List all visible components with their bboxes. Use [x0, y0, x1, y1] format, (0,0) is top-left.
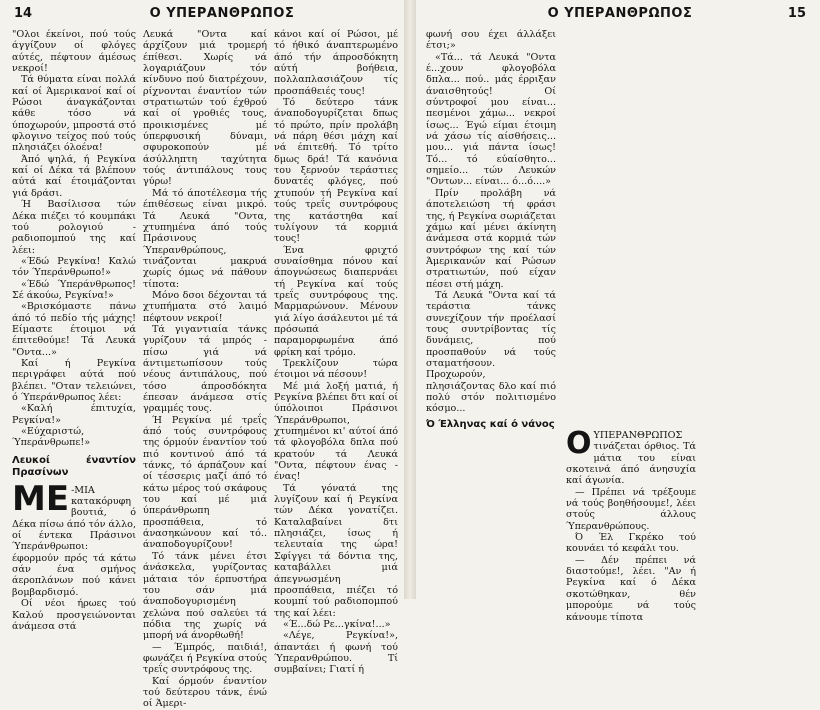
paragraph: Τά γιγαντιαία τάνκς γυρίζουν τά μπρός - πίσω γιά νά άντιμετωπίσουν τούς νέους άντιπάλους, πού τόσο άπροσδόκητα έπεσαν άνάμεσα στίς γραμμές τους. [143, 323, 267, 415]
paragraph: Τά θύματα είναι πολλά καί οί Άμερικανοί καί οί Ρώσοι άναγκάζονται κάθε τόσο νά ύποχωρούν, μπροστά στό φλογινο τείχος πού τούς πλησιάζει όλοένα! [12, 74, 136, 154]
right-page-header [430, 6, 808, 26]
paragraph-with-drop-cap [566, 426, 696, 487]
paragraph-text: -ΜΙΑ κατακόρυφη βουτιά, ό Δέκα πίσω άπό τόν άλλο, οί έντεκα Πράσινοι Ύπεράνθρωποι: έφορμούν πρός τά κάτω σάν ένα σμήνος άεροπλάνων πού κάνει βομβαρδισμό. [12, 484, 136, 598]
paragraph: Μά τό άποτέλεσμα τής έπιθέσεως είναι μικρό. Τά Λευκά "Οντα, χτυπημένα άπό τούς Πράσινους Ύπερανθρώπους, τινάζονται μακρυά χωρίς όμως νά πάθουν τίποτα: [143, 187, 267, 290]
paragraph: "Ολοι έκείνοι, πού τούς άγγίζουν οί φλόγες αύτές, πέφτουν άμέσως νεκροί! [12, 29, 136, 75]
paragraph: «Έδώ Ρεγκίνα! Καλώ τόν Ύπεράνθρωπο!» [12, 255, 136, 279]
right-page [416, 0, 820, 623]
paragraph: Καί ή Ρεγκίνα περιγράφει αύτά πού βλέπει. "Οταν τελειώνει, ό Ύπεράνθρωπος λέει: [12, 357, 136, 403]
section-heading: Ό Έλληνας καί ό νάνος [426, 418, 555, 430]
paragraph: φωνή σου έχει άλλάξει έτσι;» [426, 29, 556, 52]
page-gutter [404, 0, 416, 599]
paragraph: Τό τάνκ μένει έτσι άνάσκελα, γυρίζοντας μάταια τόν έρπυστήρα του σάν μιά άναποδογυρισμένη χελώνα πού σαλεύει τά πόδια της χωρίς νά μπορή νά άνορθωθή! [143, 550, 267, 642]
paragraph: Μόνο δσοι δέχονται τά χτυπήματα στό λαιμό πέφτουν νεκροί! [143, 289, 267, 324]
paragraph: — Δέν πρέπει νά διαστούμε!, λέει. "Αν ή Ρεγκίνα καί ό Δέκα σκοτώθηκαν, θέν μπορούμε νά τούς κάνουμε τίποτα [566, 554, 696, 623]
paragraph: — Πρέπει νά τρέξουμε νά τούς βοηθήσουμε!, λέει στούς άλλους Ύπερανθρώπους. [566, 486, 696, 532]
paragraph: «Λέγε, Ρεγκίνα!», άπαντάει ή φωνή τού Ύπερανθρώπου. Τί συμβαίνει; Γιατί ή [274, 630, 398, 676]
paragraph: κάνοι καί οί Ρώσοι, μέ τό ήθικό άναπτερωμένο άπό τήν άπροσδόκητη αύτή βοήθεια, πολλαπλασιάζουν τίς προσπάθειές τους! [274, 29, 398, 97]
paragraph: Μέ μιά λοξή ματιά, ή Ρεγκίνα βλέπει δτι καί οί ύπόλοιποι Πράσινοι Ύπεράνθρωποι, χτυπημένοι κι' αύτοί άπό τά φλογοβόλα δπλα πού κρατούν τά Λευκά "Οντα, πέφτουν ένας - ένας! [274, 380, 398, 483]
paragraph: Οί νέοι ήρωες τού Καλού προσγειώνονται άνάμεσα στά [12, 598, 136, 632]
left-column-1 [12, 29, 136, 632]
right-column-1 [426, 29, 556, 435]
paragraph: «Καλή έπιτυχία, Ρεγκίνα!» [12, 403, 136, 426]
paragraph: «Βρισκόμαστε πάνω άπό τό πεδίο τής μάχης! Είμαστε έτοιμοι νά έπιτεθούμε! Τά Λευκά "Οντα...» [12, 301, 136, 358]
running-title: Ο ΥΠΕΡΑΝΘΡΩΠΟΣ [149, 6, 295, 21]
page-number: 14 [14, 6, 33, 21]
paragraph: «Έ...δώ Ρε...γκίνα!...» [283, 618, 391, 630]
drop-cap: Ο [566, 426, 592, 461]
paragraph: Τά Λευκά "Οντα καί τά τεράστια τάνκς συνεχίζουν τήν προέλασί τους συντρίβοντας τίς δυνάμεις, πού προσπαθούν νά τούς σταματήσουν. Προχωρούν, πλησιάζοντας δλο καί πιό πολύ στόν πολιτισμένο κόσμο... [426, 289, 556, 415]
left-column-2 [143, 29, 267, 710]
paragraph: Πρίν προλάβη νά άποτελειώση τή φράσι της, ή Ρεγκίνα σωριάζεται χάμω καί μένει άκίνητη άνάμεσα στά κορμιά τών συντρόφων της καί τών Άμερικανών καί Ρώσων στρατιωτών, πού είχαν πέσει στή μάχη. [426, 187, 556, 290]
running-title: Ο ΥΠΕΡΑΝΘΡΩΠΟΣ [547, 6, 693, 21]
paragraph: Ή Βασίλισσα τών Δέκα πιέζει τό κουμπάκι τού ρολογιού - ραδιοπομπού της καί λέει: [12, 199, 136, 256]
left-column-3 [274, 29, 398, 676]
paragraph: Καί όρμούν έναντίον τού δεύτερου τάνκ, ένώ οί Άμερι- [143, 675, 267, 710]
paragraph: Τρεκλίζουν τώρα έτοιμοι νά πέσουν! [274, 357, 398, 381]
paragraph: «Τά... τά Λευκά "Οντα έ...χουν φλογοβόλα δπλα... πού.. μάς έρριξαν άναισθητούς! Οί σύντροφοί μου είναι... πεσμένοι χάμω... νεκροί ίσως... Έγώ είμαι έτοιμη νά χάσω τίς αίσθήσεις... μου... γιά πάντα ίσως! Τό... τό εύαίσθητο... σημείο... τών Λευκών "Οντων... είναι... ό...ό....» [426, 51, 556, 188]
paragraph-text: ΥΠΕΡΑΝΘΡΩΠΟΣ τινάζεται όρθιος. Τά μάτια του είναι σκοτεινά άπό άνησυχία καί άγωνία. [566, 430, 696, 487]
paragraph: Άπό ψηλά, ή Ρεγκίνα καί οί Δέκα τά βλέπουν αύτά καί έτοιμάζονται γιά δράσι. [12, 153, 136, 199]
paragraph-with-drop-cap [12, 478, 136, 598]
page-number: 15 [787, 6, 806, 21]
paragraph: «Έδώ Ύπεράνθρωπος! Σέ άκούω, Ρεγκίνα!» [12, 278, 136, 301]
paragraph: «Εύχαριστώ, Ύπεράνθρωπε!» [12, 426, 91, 449]
drop-cap: ΜΕ [12, 478, 70, 519]
left-page [0, 0, 404, 710]
paragraph: Ό Έλ Γκρέκο τού κουνάει τό κεφάλι του. [566, 532, 696, 555]
left-page-header [14, 6, 392, 26]
section-heading: Λευκοί έναντίον Πρασίνων [12, 454, 136, 478]
paragraph: Ένα φριχτό συναίσθημα πόνου καί άπογνώσεως διαπερνάει τή Ρεγκίνα καί τούς τρεΐς συντρόφους της. Μαρμαρώνουν. Μένουν γιά λίγο άσάλευτοι μέ τά πρόσωπά παραμορφωμένα άπό φρίκη καί τρόμο. [274, 244, 398, 358]
paragraph: Τό δεύτερο τάνκ άναποδογυρίζεται δπως τό πρώτο, πρίν προλάβη νά πάρη θέσι μάχη καί νά έπιτεθή. Τό τρίτο δμως δρά! Τά κανόνια του ξερνούν τεράστιες δυνατές φλόγες, πού χτυπούν τή Ρεγκίνα καί τούς τρεΐς συντρόφους της κατάστηθα καί τυλίγουν τά κορμιά τους! [274, 97, 398, 245]
paragraph: Λευκά "Οντα καί άρχίζουν μιά τρομερή έπίθεσι. Χωρίς νά λογαριάζουν τόν κίνδυνο πού διατρέχουν, ρίχνονται έναντίον τών στρατιωτών τού έχθρού καί οί γροθιές τους, προικισμένες μέ ύπερφυσική δύναμι, σφυροκοπούν μέ άσύλληπτη ταχύτητα τούς άντιπάλους τους γύρω! [143, 29, 267, 188]
paragraph: Ή Ρεγκίνα μέ τρεΐς άπό τούς συντρόφους της όρμούν έναντίον τού πιό κοντινού άπό τά τάνκς, τό άρπάζουν καί οί τέσσερις μαζί άπό τό κάτω μέρος τού σκάφους του καί μέ μιά ύπεράνθρωπη προσπάθεια, τό άνασηκώνουν καί τό.. άναποδογυρίζουν! [143, 414, 267, 551]
paragraph: — Έμπρός, παιδιά!, φωνάζει ή Ρεγκίνα στούς τρεΐς συντρόφους της. [143, 641, 267, 676]
paragraph: Τά γόνατά της λυγίζουν καί ή Ρεγκίνα τών Δέκα γονατίζει. Καταλαβαίνει δτι πλησιάζει, ίσως ή τελευταία της ώρα! Σφίγγει τά δόντια της, καταβάλλει μιά άπεγνωσμένη προσπάθεια, πιέζει τό κουμπί τού ραδιοπομπού της καί λέει: [274, 482, 398, 619]
right-column-2 [566, 426, 696, 623]
